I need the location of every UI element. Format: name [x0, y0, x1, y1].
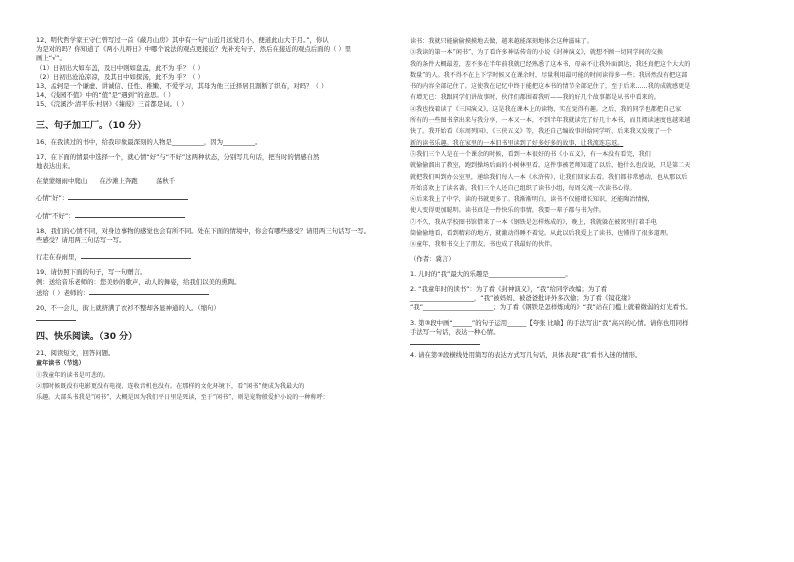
right-column — [410, 36, 762, 360]
q13: 13、孟轲是一个谦虚、讲诚信、任性、稚嫩、不爱学习，其母为他三迁择居且割断了织布，对吗？（ ） — [36, 82, 328, 91]
q12-line-2: 为是对的吗？你知道了《两小儿辩日》中哪个说法的观点更接近？先补充句子，然后在接近的观点后面的（ ）里 — [36, 45, 352, 54]
q12-line-1: 12、明代哲学家王守仁曾写过一首《蔽月山房》其中有一句“山近月远觉月小，便道此山大于月。”，你认 — [36, 36, 329, 44]
q17-bad-blank[interactable] — [75, 210, 185, 218]
q17-options — [36, 177, 388, 186]
section-4-heading: 四、快乐阅读。（30 分） — [36, 332, 138, 343]
passage-end-2: 筒偷偷地看，看到精彩的地方，就激动得睡不着觉。从此以后我爱上了读书，也懂得了很多道理。 — [410, 230, 673, 238]
q18-blank[interactable] — [81, 251, 191, 259]
passage-end-1: ⑦不久，我从学校图书馆借来了一本《钢铁是怎样炼成的》，晚上，我就躲在被窝里打着手电 — [410, 218, 657, 226]
q14: 14、《浅园不值》中的“值”是“遇到”的意思。（ ） — [36, 91, 175, 100]
passage-closing: ⑧童年，我和书交上了朋友，书也成了我最好的伙伴。 — [410, 241, 557, 249]
q17-bad-label: 心情“不好”： — [36, 211, 75, 220]
passage-more-3: 就把我们叫到办公室里，递给我们每人一本《水浒传》，让我们回家去看。我们都非常感动，也从那以后 — [410, 173, 688, 181]
passage-para-1: ①我童年的读书是可悲的。 — [36, 371, 110, 379]
q12-option-1: （1）日初出大如车盖，及日中则如盘盂，此不为 乎？（ ） — [36, 63, 204, 72]
q17-option-3: 荡秋千 — [155, 177, 176, 186]
q17-good-label: 心情“好”： — [36, 194, 69, 203]
passage-title: 童年读书（节选） — [36, 360, 85, 368]
passage-more-2: 就偷偷溜出了教室，跑到操场后面的小树林里看。这件事被老师知道了以后，他什么也没说，只是第二天 — [410, 162, 691, 170]
passage-more-4: 开始喜欢上了读名著。我们三个人还自己组织了读书小组，每周交流一次读书心得。 — [410, 184, 636, 192]
passage-cont-3: 我的条件大概最差，差不多在半年前我就已经熟悉了这本书，母亲不让我外面溜达，我还真把这个大大的 — [410, 60, 691, 68]
passage-para-2: ②那时候既没有电影更没有电视，连收音机也没有。在那样的文化环境下，看“闲书”便成为我最大的 — [36, 383, 305, 391]
q18-scene-label: 行走在春雨里， — [36, 253, 81, 262]
passage-cont-10-underlined: 新的读书乐趣。我在家里的一本旧书里读到了好多好多的故事，让我流连忘返。 — [410, 139, 624, 147]
q17-bad-row — [36, 210, 388, 221]
passage-more-1: ⑤我们三个人是在一个课余的时候，看到一本很好的书《小五义》，有一本没有看完，我们 — [410, 150, 651, 158]
left-column — [36, 36, 388, 404]
passage-cont-5: 书的内容全部记住了。这使我在记忆中终于能把这本书的情节全部记住了，至于后来……我的成就感更是 — [410, 83, 691, 91]
q21: 21、阅读短文，回答问题。 — [36, 349, 115, 358]
rq1: 1. 儿时的“我”最大的乐趣是________________________。 — [410, 269, 572, 278]
q17-option-2: 在沙滩上奔跑 — [99, 177, 138, 186]
q19: 19、请仿照下面的句子，写一句赠言。 — [36, 268, 147, 277]
passage-cont-2: ③我读的第一本“闲书”，为了看许多神话传奇的小说《封神演义》，就想不顾一切同学间的交换 — [410, 49, 664, 57]
q20: 20、不一会儿，街上就挤满了衣衫不整却各显神通的人。（缩句） — [36, 304, 220, 313]
q18-line-2: 些感受？请用两三句话写一写。 — [36, 236, 126, 245]
passage-more-6: 使人变得更加聪明。读书真是一件快乐的事情，我要一辈子都与书为伴。 — [410, 207, 605, 215]
passage-cont-9: 快了。我开始看《东周列国》、《三侠五义》等，我还自己编故事讲给同学听，后来我又发现了一个 — [410, 128, 673, 136]
rq3-line-1: 3. 第③段中画“______”的句子运用______【夸张 比喻】的手法写出“我”高兴的心情。请你也用同样 — [410, 318, 689, 327]
q17-option-1: 在蒙蒙细雨中爬山 — [36, 177, 88, 186]
q16: 16、在我读过的书中，给我印象最深刻的人物是__________，因为__________。 — [36, 137, 262, 146]
passage-cont-1: 读书：我就只能偷偷摸摸地去做，越来越能深刻地体会这种滋味了。 — [410, 38, 593, 45]
rq2-line-2: ____________________，“我”被妈妈、被爸爸批评外多次偷；为了看《镜花缘》 — [410, 294, 634, 303]
q18-scene-row — [36, 251, 388, 262]
passage-cont-4: 数量”的人。我不得不在上下学时候又在课余时，尽量利用最可能的时间读得多一些；我居然没有把这部 — [410, 71, 688, 79]
q19-answer-label: 送给（ ）老师的： — [36, 288, 90, 297]
q19-blank[interactable] — [89, 287, 209, 295]
passage-author: （作者：冀言） — [410, 254, 455, 263]
passage-para-2b: 乐趣。大部头书我是“闲书”，大概是因为我们平日里是死读，至于“闲书”，则是宠物般爱护小说的一种称呼： — [36, 394, 329, 402]
q17-line-2: 地表达出来。 — [36, 162, 75, 171]
section-3-heading: 三、句子加工厂。（10 分） — [36, 120, 147, 131]
q19-answer-row — [36, 287, 388, 298]
q19-example: 例：送给音乐老师的：您美妙的歌声，动人的舞姿，给我们以美的熏陶。 — [36, 277, 241, 286]
q17-good-blank[interactable] — [68, 192, 188, 200]
q15: 15、《浣溪沙·清平乐·村居》《蒹葭》三首都是词。（ ） — [36, 100, 188, 109]
rq2-line-1: 2. “我童年时的读书”：为了看《封神演义》，“我”给同学改编；为了看 — [410, 285, 608, 294]
q17-line-1: 17、在下面的情景中选择一个，就心情“好”与“不好”这两种状态，分别写几句话，把当时的情感自然 — [36, 152, 320, 161]
rq4: 4. 请在第③段横线处用简写的表达方式写几句话，具体表现“我”看书入迷的情形。 — [410, 351, 642, 360]
rq3-line-2: 手法写一句话，表达一种心情。 — [410, 327, 500, 336]
passage-cont-7: ④我也找着读了《三国演义》，这是我在课本上的读物，实在觉得有趣。之后，我的同学也都把自己家 — [410, 105, 682, 113]
q17-good-row — [36, 192, 388, 203]
q18-line-1: 18、我们的心情不同，对身边事物的感觉也会有所不同。处在下面的情境中，你会有哪些感受？请用两三句话写一写。 — [36, 226, 371, 235]
q12-line-3: 画上“√”。 — [36, 54, 66, 63]
q12-option-2: （2）日初出沧沧凉凉，及其日中如探汤，此不为 乎？（ ） — [36, 72, 204, 81]
passage-cont-8: 所有的一些图书拿出来与我分享，一本又一本，不到半年我就读完了好几十本书，而且阅读速度也越来越 — [410, 117, 691, 125]
rq2-line-3: “我”______________________；为了看《钢铁是怎样炼成的》“我”站在门槛上就着微弱的灯光看书。 — [410, 303, 692, 312]
passage-more-5: ⑥后来我上了中学，读的书就更多了。我渐渐明白，读书不仅能增长知识，还能陶冶情操， — [410, 196, 654, 204]
passage-cont-6: 有增无已：我跟同学们讲故事时，伙伴们都围着我听——我的好几个故事都是从书中看来的。 — [410, 94, 660, 102]
